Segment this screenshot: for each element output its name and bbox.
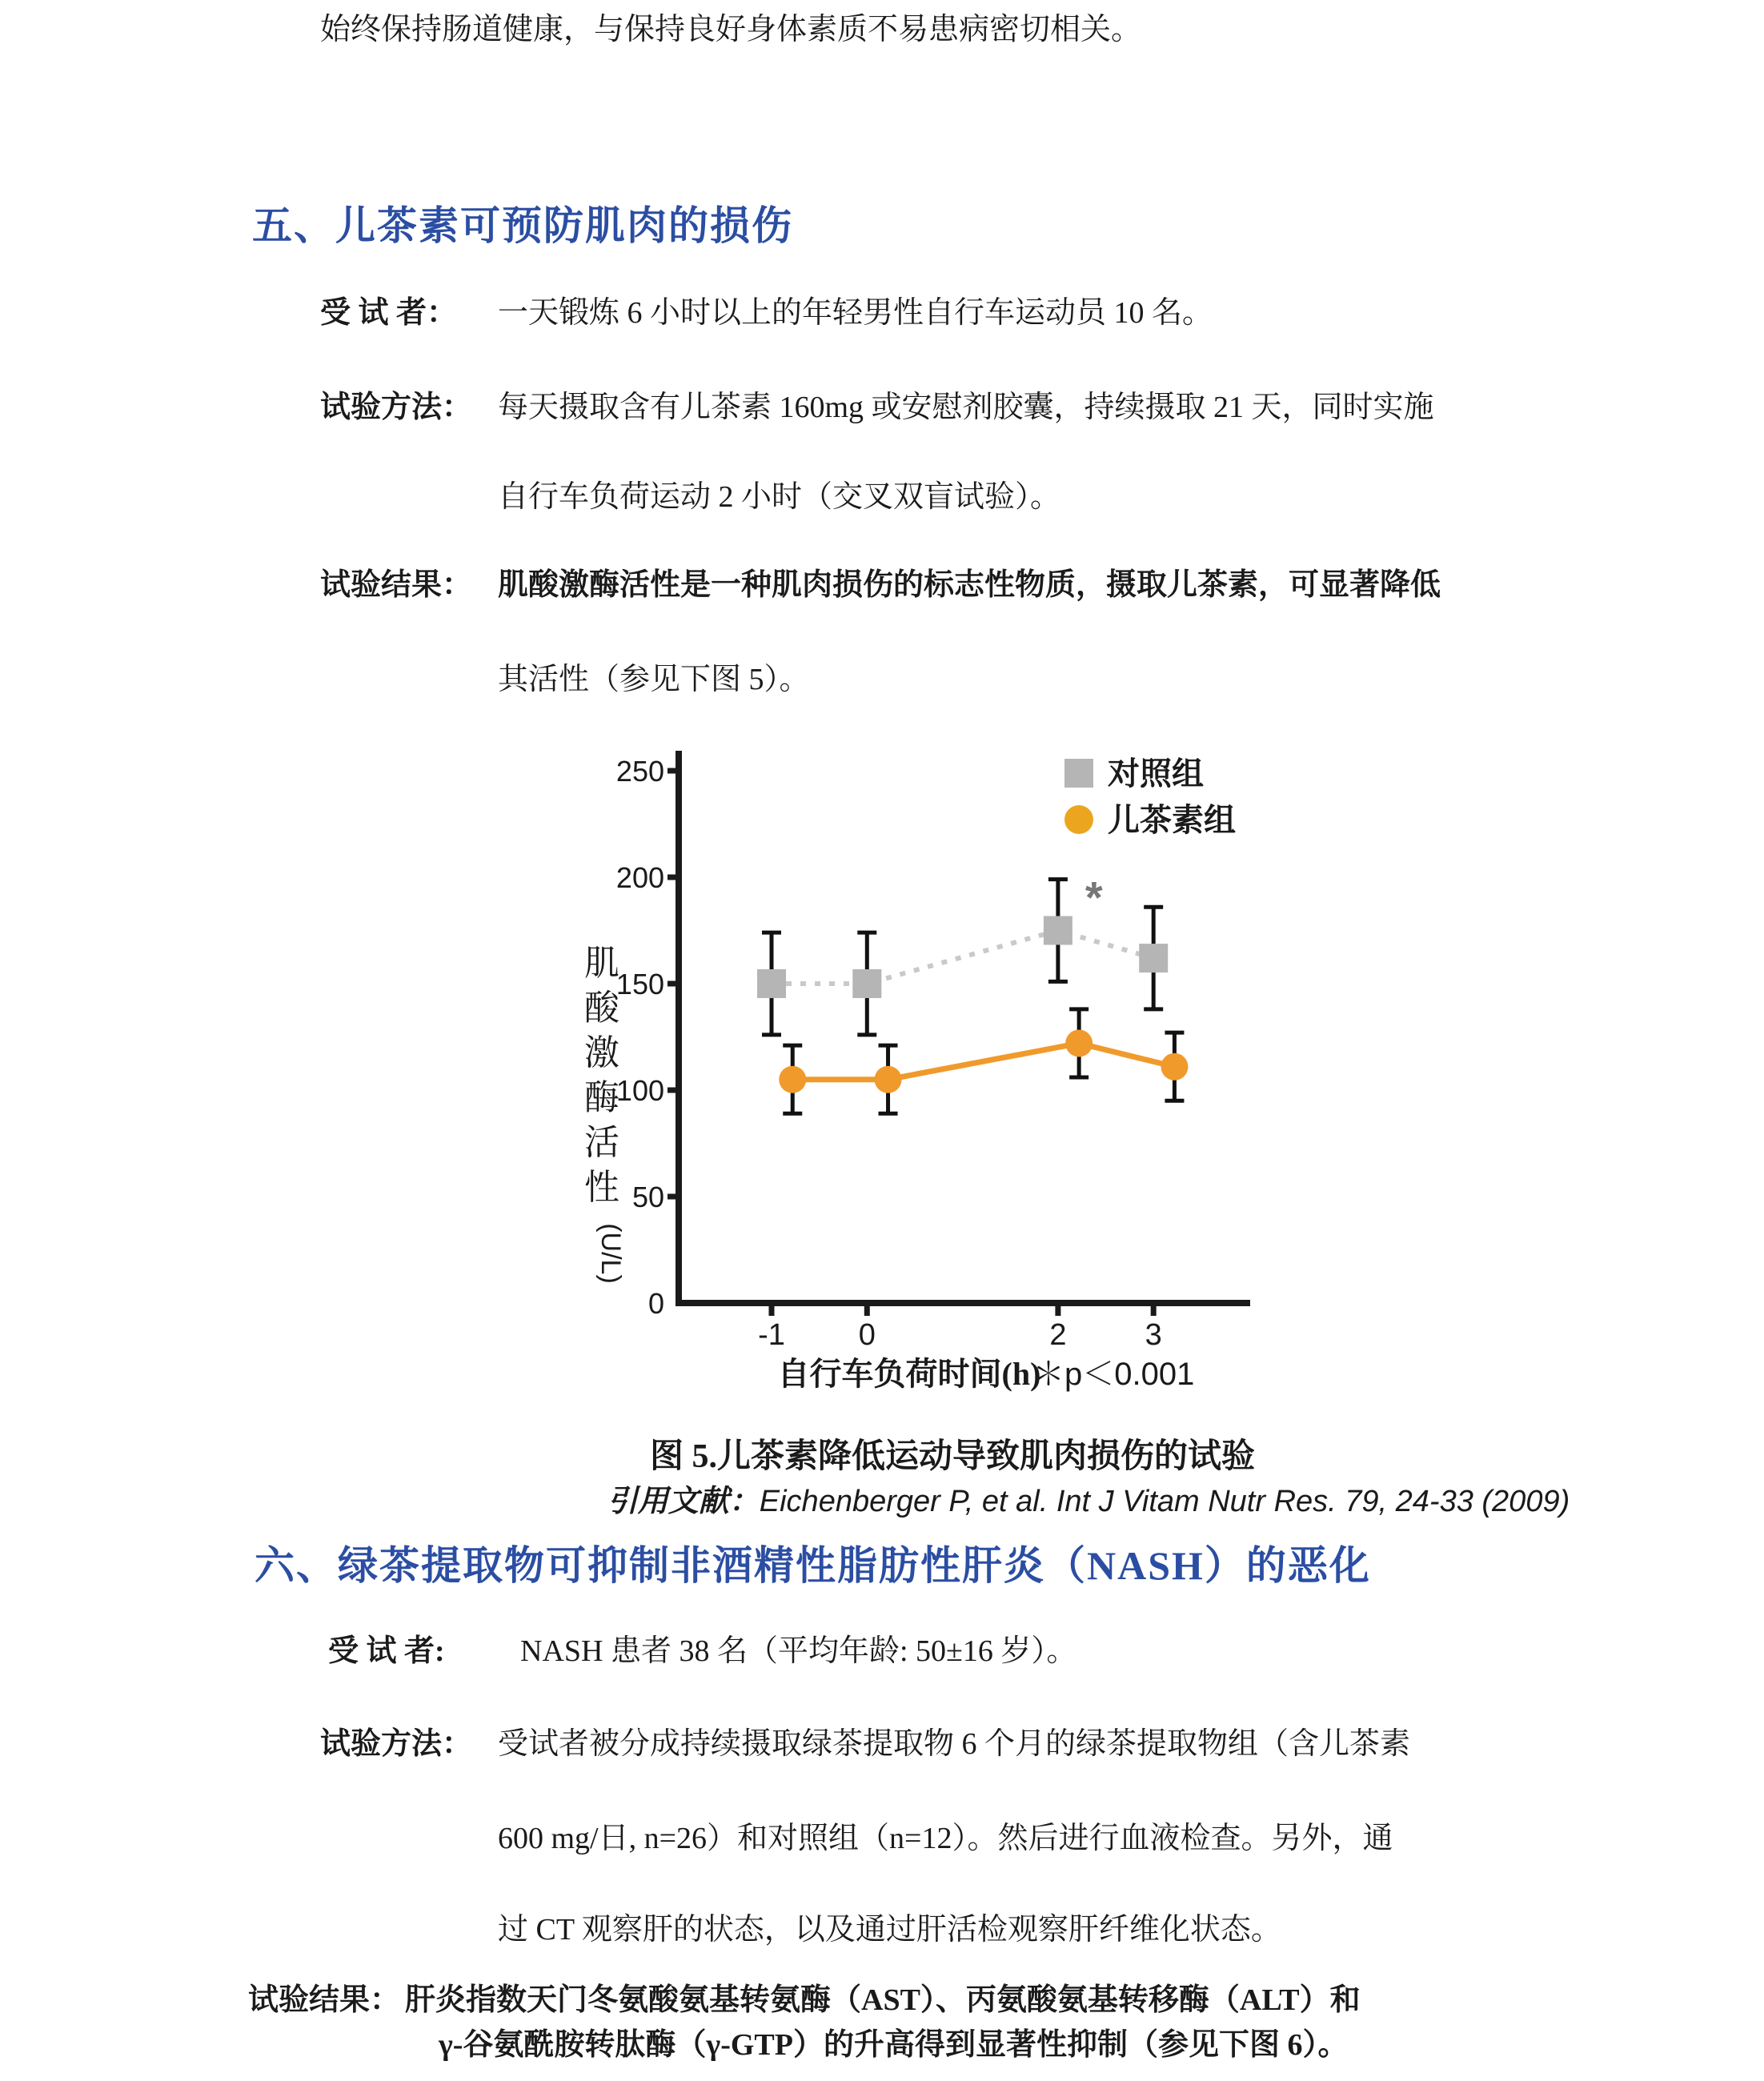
data-point-square (1139, 944, 1168, 972)
y-tick-label: 250 (615, 755, 664, 788)
s6-result-line1: 肝炎指数天门冬氨酸氨基转氨酶（AST）、丙氨酸氨基转移酶（ALT）和 (405, 1983, 1361, 2017)
s6-method-line3: 过 CT 观察肝的状态，以及通过肝活检观察肝纤维化状态。 (498, 1913, 1281, 1947)
s5-subject-text: 一天锻炼 6 小时以上的年轻男性自行车运动员 10 名。 (498, 296, 1213, 330)
s6-method-line2: 600 mg/日, n=26）和对照组（n=12）。然后进行血液检查。另外，通 (498, 1822, 1393, 1855)
data-point-circle (779, 1066, 806, 1093)
x-tick-label: 2 (1049, 1318, 1067, 1352)
figure5-citation (560, 1476, 1617, 1520)
y-axis-title-char: 酸 (584, 988, 619, 1028)
s6-subject-text: NASH 患者 38 名（平均年龄: 50±16 岁）。 (520, 1634, 1077, 1668)
x-tick-label: 0 (858, 1318, 876, 1352)
figure5-chart (552, 735, 1265, 1439)
intro-line: 始终保持肠道健康，与保持良好身体素质不易患病密切相关。 (320, 13, 1142, 46)
series-line-儿茶素组 (792, 1043, 1174, 1079)
section6-heading: 六、绿茶提取物可抑制非酒精性脂肪性肝炎（NASH）的恶化 (255, 1543, 1371, 1588)
s5-method-label: 试验方法： (320, 391, 473, 424)
y-axis-title-char: 肌 (584, 944, 619, 983)
significance-asterisk: * (1084, 872, 1103, 923)
s6-subject-label: 受 试 者: (328, 1634, 445, 1668)
series-line-对照组 (772, 931, 1153, 984)
data-point-circle (1065, 1029, 1092, 1057)
s5-method-line2: 自行车负荷运动 2 小时（交叉双盲试验）。 (498, 480, 1061, 514)
p-value-note: ＊p＜0.001 (1032, 1357, 1195, 1392)
data-point-square (1044, 916, 1072, 945)
legend-marker-square (1064, 759, 1093, 788)
s5-result-line1: 肌酸激酶活性是一种肌肉损伤的标志性物质，摄取儿茶素，可显著降低 (498, 568, 1441, 602)
s5-result-line2: 其活性（参见下图 5）。 (498, 663, 810, 696)
s5-result-label: 试验结果： (320, 568, 473, 602)
legend-marker-circle (1064, 805, 1093, 834)
citation-label: 引用文献： (607, 1485, 760, 1518)
data-point-square (852, 969, 881, 998)
s6-result-label: 试验结果： (248, 1983, 401, 2017)
y-axis-title-char: 活 (584, 1123, 619, 1162)
y-tick-label: 150 (615, 968, 664, 1000)
y-tick-label: 0 (647, 1287, 664, 1320)
y-axis-title-char: 激 (584, 1033, 619, 1073)
y-tick-label: 200 (615, 861, 664, 894)
data-point-circle (875, 1066, 902, 1093)
s5-method-line1: 每天摄取含有儿茶素 160mg 或安慰剂胶囊，持续摄取 21 天，同时实施 (498, 391, 1434, 424)
s6-method-line1: 受试者被分成持续摄取绿茶提取物 6 个月的绿茶提取物组（含儿茶素 (498, 1727, 1411, 1761)
x-tick-label: 3 (1145, 1318, 1162, 1352)
legend-label: 对照组 (1108, 756, 1204, 792)
y-axis-unit: (U/L) (595, 1223, 626, 1284)
s5-subject-label: 受 试 者： (320, 296, 458, 330)
data-point-square (757, 969, 786, 998)
s6-method-label: 试验方法： (320, 1727, 473, 1761)
y-tick-label: 50 (631, 1181, 664, 1213)
y-tick-label: 100 (615, 1074, 664, 1107)
citation-text: Eichenberger P, et al. Int J Vitam Nutr Res. 79, 24-33 (2009) (759, 1485, 1570, 1518)
y-axis-title-char: 性 (584, 1168, 619, 1207)
s6-result-line2: γ-谷氨酰胺转肽酶（γ-GTP）的升高得到显著性抑制（参见下图 6）。 (439, 2028, 1349, 2062)
x-tick-label: -1 (758, 1318, 785, 1352)
y-axis-title-char: 酶 (584, 1078, 619, 1117)
section5-heading: 五、儿茶素可预防肌肉的损伤 (252, 203, 793, 248)
legend-label: 儿茶素组 (1108, 802, 1236, 838)
figure5-caption: 图 5.儿茶素降低运动导致肌肉损伤的试验 (649, 1438, 1255, 1475)
x-axis-title: 自行车负荷时间(h) (777, 1356, 1041, 1392)
creatine-kinase-line-chart (552, 735, 1265, 1439)
data-point-circle (1161, 1053, 1188, 1081)
